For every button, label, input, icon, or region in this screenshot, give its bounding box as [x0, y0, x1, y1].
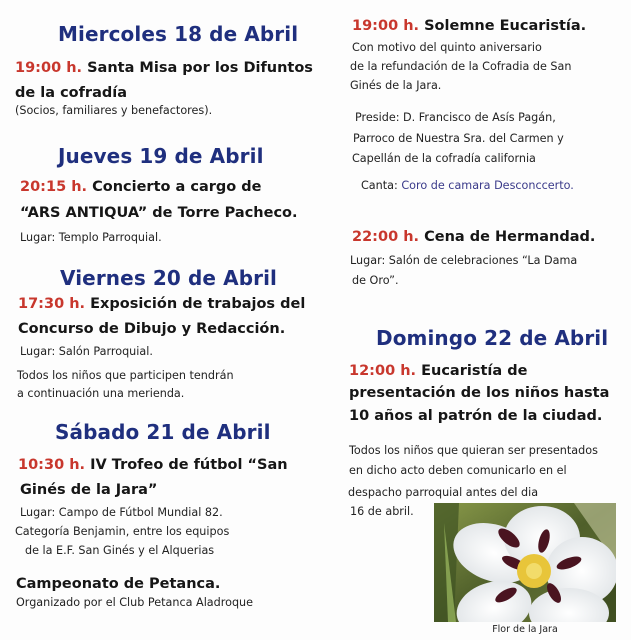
- flower-image-icon: [434, 503, 616, 622]
- event-time: 22:00 h.: [352, 229, 420, 245]
- preside-line-2: Parroco de Nuestra Sra. del Carmen y: [353, 132, 564, 145]
- day-heading-domingo: Domingo 22 de Abril: [376, 326, 609, 350]
- event-title-text: Exposición de trabajos del: [90, 296, 306, 312]
- preside-line-1: Preside: D. Francisco de Asís Pagán,: [355, 111, 556, 124]
- event-miercoles-title: [15, 56, 313, 81]
- canta-label: Canta:: [361, 179, 398, 192]
- event-viernes-title-2: Concurso de Dibujo y Redacción.: [18, 321, 286, 337]
- domingo-note-4: 16 de abril.: [350, 505, 414, 518]
- cena-note-1: Lugar: Salón de celebraciones “La Dama: [350, 254, 578, 267]
- day-heading-miercoles: Miercoles 18 de Abril: [58, 22, 299, 46]
- preside-line-3: Capellán de la cofradía california: [352, 152, 536, 165]
- event-cena-title: [352, 225, 595, 250]
- canta-value: Coro de camara Desconccerto.: [401, 179, 574, 192]
- event-note: Lugar: Templo Parroquial.: [20, 231, 162, 244]
- event-time: 19:00 h.: [15, 60, 83, 76]
- event-jueves-title: [20, 175, 262, 200]
- petanca-title: Campeonato de Petanca.: [16, 576, 221, 592]
- domingo-note-2: en dicho acto deben comunicarlo en el: [349, 464, 567, 477]
- event-note-1: Lugar: Campo de Fútbol Mundial 82.: [20, 506, 223, 519]
- eucaristia-note-1: Con motivo del quinto aniversario: [352, 41, 542, 54]
- event-jueves-title-2: “ARS ANTIQUA” de Torre Pacheco.: [20, 205, 298, 221]
- eucaristia-note-2: de la refundación de la Cofradia de San: [350, 60, 572, 73]
- event-eucaristia-title: [352, 14, 586, 39]
- day-heading-sabado: Sábado 21 de Abril: [55, 420, 271, 444]
- domingo-note-1: Todos los niños que quieran ser presentados: [349, 444, 598, 457]
- event-sabado-title-2: Ginés de la Jara”: [20, 482, 158, 498]
- event-note: (Socios, familiares y benefactores).: [15, 104, 213, 117]
- canta-line: [361, 176, 574, 195]
- event-miercoles-title-2: de la cofradía: [15, 85, 127, 101]
- event-time: 17:30 h.: [18, 296, 86, 312]
- event-viernes-title: [18, 292, 305, 317]
- petanca-note: Organizado por el Club Petanca Aladroque: [16, 596, 254, 609]
- event-time: 12:00 h.: [349, 363, 417, 379]
- flower-photo: [434, 503, 616, 622]
- event-sabado-title: [18, 453, 288, 478]
- event-time: 19:00 h.: [352, 18, 420, 34]
- event-domingo-title-2: presentación de los niños hasta: [349, 385, 610, 401]
- event-time: 10:30 h.: [18, 457, 86, 473]
- event-title-text: Eucaristía de: [421, 363, 528, 379]
- event-note-3: de la E.F. San Ginés y el Alquerias: [25, 544, 215, 557]
- event-domingo-title-3: 10 años al patrón de la ciudad.: [349, 408, 603, 424]
- day-heading-viernes: Viernes 20 de Abril: [60, 266, 277, 290]
- event-title-text: Solemne Eucaristía.: [424, 18, 587, 34]
- event-note: Lugar: Salón Parroquial.: [20, 345, 153, 358]
- domingo-note-3: despacho parroquial antes del dia: [348, 486, 539, 499]
- event-note-2: Categoría Benjamin, entre los equipos: [15, 525, 230, 538]
- cena-note-2: de Oro”.: [352, 274, 399, 287]
- eucaristia-note-3: Ginés de la Jara.: [350, 79, 442, 92]
- event-title-text: Cena de Hermandad.: [424, 229, 596, 245]
- event-time: 20:15 h.: [20, 179, 88, 195]
- event-extra-note-2: a continuación una merienda.: [17, 387, 185, 400]
- event-title-text: IV Trofeo de fútbol “San: [90, 457, 288, 473]
- event-title-text: Santa Misa por los Difuntos: [87, 60, 313, 76]
- day-heading-jueves: Jueves 19 de Abril: [58, 144, 264, 168]
- event-extra-note-1: Todos los niños que participen tendrán: [17, 369, 234, 382]
- photo-caption: Flor de la Jara: [492, 624, 558, 635]
- event-title-text: Concierto a cargo de: [92, 179, 262, 195]
